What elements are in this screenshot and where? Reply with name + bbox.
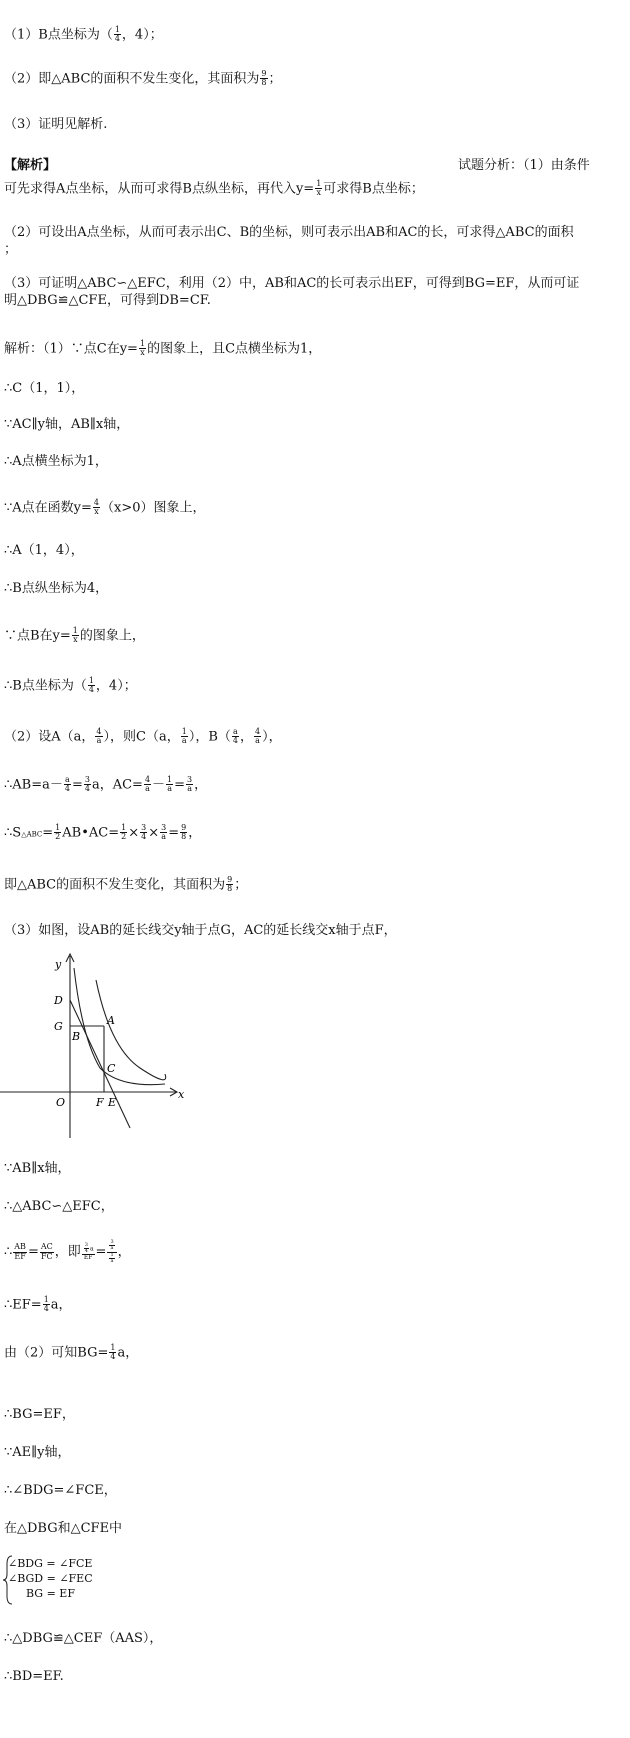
solution-line: ∴△ABC∽△EFC， — [4, 1199, 114, 1214]
label-O: O — [56, 1096, 66, 1109]
fraction: $\frac{3}{a}$ — [187, 775, 193, 794]
fraction: $\frac{3}{a}$ — [161, 823, 167, 842]
compound-fraction-left: $\frac{3}{4}$ a EF — [82, 1243, 95, 1262]
solution-line: 即△ABC的面积不发生变化，其面积为 $\frac{9}{8}$ ； — [4, 875, 248, 894]
solution-line: ∵AB∥x轴， — [4, 1161, 71, 1176]
solution-line: ∴AB=a－ $\frac{a}{4}$ = $\frac{3}{4}$ a，AC= $\frac{4}{a}$ － $\frac{1}{a}$ = $\frac{3}{a}$ ， — [4, 775, 208, 794]
solution-line: 解析：（1）∵点C在y= $\frac{1}{x}$ 的图象上，且C点横坐标为1， — [4, 339, 322, 358]
fraction: $\frac{3}{a}$ — [110, 1239, 114, 1252]
analysis-line-1: 可先求得A点坐标，从而可求得B点纵坐标，再代入y= $\frac{1}{x}$ 可求得B点坐标； — [4, 179, 424, 198]
fraction: $\frac{4}{x}$ — [93, 498, 99, 517]
solution-line: ∴B点坐标为（ $\frac{1}{4}$ ，4）； — [4, 676, 137, 695]
label-A: A — [107, 1014, 115, 1027]
solution-line: 在△DBG和△CFE中 — [4, 1521, 123, 1536]
solution-line: ∴ $\frac{AB}{EF}$ = $\frac{AC}{FC}$ ，即 $\frac{3}{4}$ a EF = $\frac{\frac{3}{a}}{\frac{1}{a}}$ ， — [4, 1239, 131, 1264]
label-E: E — [108, 1096, 117, 1109]
answer-3: （3）证明见解析. — [4, 117, 108, 132]
answer-1-prefix: （1）B点坐标为（ — [4, 27, 113, 43]
fraction: $\frac{a}{4}$ — [64, 775, 70, 794]
analysis-line-3a: （3）可证明△ABC∽△EFC，利用（2）中，AB和AC的长可表示出EF，可得到BG=EF，从而可证 — [4, 276, 580, 291]
label-C: C — [107, 1062, 116, 1075]
condition-side: BG = EF — [26, 1587, 75, 1600]
fraction: $\frac{1}{2}$ — [121, 823, 127, 842]
congruence-conditions — [8, 1556, 93, 1601]
solution-line: ∴EF= $\frac{1}{4}$ a， — [4, 1295, 72, 1314]
fraction: $\frac{1}{x}$ — [139, 339, 146, 358]
label-G: G — [54, 1020, 63, 1033]
function-graph-figure — [0, 948, 200, 1143]
solution-line: ∴A（1，4）， — [4, 543, 84, 558]
fraction: $\frac{3}{4}$ — [141, 823, 147, 842]
analysis-line-2b: ； — [4, 242, 18, 257]
answer-2: （2）即△ABC的面积不发生变化，其面积为 $\frac{9}{8}$ ； — [4, 69, 282, 88]
fraction: $\frac{9}{8}$ — [181, 823, 187, 842]
fraction: $\frac{AC}{FC}$ — [40, 1242, 53, 1261]
analysis-right-label: 试题分析：（1）由条件 — [458, 158, 590, 173]
fraction: $\frac{3}{4}$ — [84, 775, 90, 794]
answer-1-fraction: $\frac{1}{4}$ — [114, 25, 120, 44]
solution-line: ∵AE∥y轴， — [4, 1445, 71, 1460]
label-x: x — [178, 1088, 185, 1101]
solution-line: ∵A点在函数y= $\frac{4}{x}$ （x>0）图象上， — [4, 498, 206, 517]
label-D: D — [54, 994, 63, 1007]
solution-line: ∴△DBG≌△CEF（AAS）， — [4, 1631, 163, 1646]
fraction: $\frac{1}{4}$ — [88, 676, 94, 695]
fraction: $\frac{3}{4}$ — [84, 1241, 88, 1254]
answer-1-suffix: ，4）； — [121, 27, 163, 43]
fraction: $\frac{1}{2}$ — [55, 823, 61, 842]
label-y: y — [55, 958, 62, 971]
compound-fraction-right — [107, 1240, 116, 1264]
solution-line: ∴BD=EF. — [4, 1669, 64, 1684]
condition-angle-2: ∠BGD = ∠FEC — [8, 1572, 93, 1585]
analysis-line-3b: 明△DBG≌△CFE，可得到DB=CF. — [4, 293, 211, 308]
analysis-heading: 【解析】 — [4, 158, 57, 173]
solution-line: ∵点B在y= $\frac{1}{x}$ 的图象上， — [4, 626, 145, 645]
fraction: $\frac{1}{4}$ — [43, 1295, 49, 1314]
answer-1 — [4, 26, 163, 44]
label-F: F — [96, 1096, 104, 1109]
solution-line: （3）如图，设AB的延长线交y轴于点G，AC的延长线交x轴于点F， — [4, 923, 397, 938]
fraction: $\frac{1}{x}$ — [72, 626, 78, 645]
fraction: $\frac{1}{a}$ — [167, 775, 173, 794]
solution-line: ∴S△ABC= $\frac{1}{2}$ AB•AC= $\frac{1}{2}$ × $\frac{3}{4}$ × $\frac{3}{a}$ = $\frac{9}{8}$ ， — [4, 823, 202, 842]
fraction: $\frac{9}{8}$ — [227, 875, 233, 894]
solution-line: ∴∠BDG=∠FCE， — [4, 1483, 117, 1498]
answer-2-fraction: $\frac{9}{8}$ — [261, 69, 267, 88]
fraction: $\frac{4}{a}$ — [96, 727, 102, 746]
solution-line: ∴BG=EF， — [4, 1407, 75, 1422]
fraction: $\frac{1}{x}$ — [316, 179, 322, 198]
condition-angle-1: ∠BDG = ∠FCE — [8, 1557, 93, 1570]
fraction: $\frac{4}{a}$ — [144, 775, 151, 794]
fraction: $\frac{1}{a}$ — [110, 1251, 114, 1264]
fraction: $\frac{1}{a}$ — [181, 727, 187, 746]
analysis-line-2: （2）可设出A点坐标，从而可表示出C、B的坐标，则可表示出AB和AC的长，可求得△ABC的面积 — [4, 225, 574, 240]
solution-line: 由（2）可知BG= $\frac{1}{4}$ a， — [4, 1343, 139, 1362]
solution-line: ∴A点横坐标为1， — [4, 454, 108, 469]
solution-line: ∴C（1，1）， — [4, 381, 85, 396]
solution-line: ∵AC∥y轴，AB∥x轴， — [4, 417, 130, 432]
fraction: $\frac{4}{a}$ — [254, 727, 261, 746]
fraction: $\frac{1}{4}$ — [110, 1343, 116, 1362]
fraction: $\frac{AB}{EF}$ — [14, 1242, 26, 1261]
solution-line: ∴B点纵坐标为4， — [4, 581, 109, 596]
label-B: B — [72, 1030, 81, 1043]
fraction: $\frac{a}{4}$ — [232, 727, 238, 746]
solution-line: （2）设A（a， $\frac{4}{a}$ ），则C（a， $\frac{1}{a}$ ），B（ $\frac{a}{4}$ ， $\frac{4}{a}$ ）， — [4, 727, 282, 746]
